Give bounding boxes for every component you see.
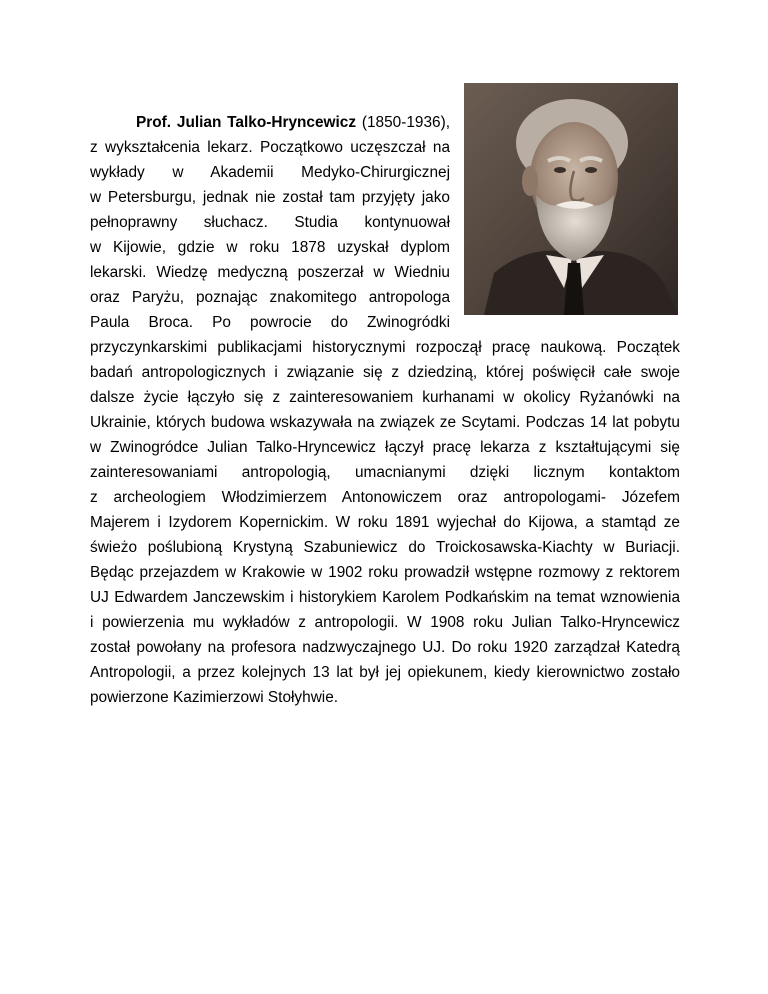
portrait-image [464,83,678,315]
text-line: w Petersburgu, jednak nie został tam przyjęty jako [90,189,450,206]
text-line: Będąc przejazdem w Krakowie w 1902 roku prowadził wstępne rozmowy z rektorem [90,564,680,581]
text-line: Paula Broca. Po powrocie do Zwinogródki [90,314,450,331]
text-line: wykłady w Akademii Medyko-Chirurgicznej [90,164,450,181]
text-line: w Zwinogródce Julian Talko-Hryncewicz łączył pracę lekarza z kształtującymi się [90,439,680,456]
text-line: świeżo poślubioną Krystyną Szabuniewicz do Troickosawska-Kiachty w Buriacji. [90,539,680,556]
lifespan: (1850-1936), [356,114,450,131]
text-line: przyczynkarskimi publikacjami historycznymi rozpoczął pracę naukową. Początek [90,339,680,356]
text-line: został powołany na profesora nadzwyczajnego UJ. Do roku 1920 zarządzał Katedrą [90,639,680,656]
intro-line [90,113,450,133]
portrait-photo [464,83,678,315]
text-line: z archeologiem Włodzimierzem Antonowiczem oraz antropologami- Józefem [90,489,680,506]
text-line: UJ Edwardem Janczewskim i historykiem Karolem Podkańskim na temat wznowienia [90,589,680,606]
text-line: Ukrainie, których budowa wskazywała na związek ze Scytami. Podczas 14 lat pobytu [90,414,680,431]
text-line: Majerem i Izydorem Kopernickim. W roku 1891 wyjechał do Kijowa, a stamtąd ze [90,514,680,531]
text-line: i powierzenia mu wykładów z antropologii. W 1908 roku Julian Talko-Hryncewicz [90,614,680,631]
text-line: powierzone Kazimierzowi Stołyhwie. [90,689,339,706]
text-line: lekarski. Wiedzę medyczną poszerzał w Wiedniu [90,264,450,281]
text-line: Antropologii, a przez kolejnych 13 lat był jej opiekunem, kiedy kierownictwo zostało [90,664,680,681]
text-line: oraz Paryżu, poznając znakomitego antropologa [90,289,450,306]
text-line: dalsze życie łączyło się z zainteresowaniem kurhanami w okolicy Ryżanówki na [90,389,680,406]
text-line: badań antropologicznych i związanie się z dziedziną, której poświęcił całe swoje [90,364,680,381]
text-line: zainteresowaniami antropologią, umacnianymi dzięki licznym kontaktom [90,464,680,481]
text-line: pełnoprawny słuchacz. Studia kontynuował [90,214,450,231]
text-line: z wykształcenia lekarz. Początkowo uczęszczał na [90,139,450,156]
text-line: w Kijowie, gdzie w roku 1878 uzyskał dyplom [90,239,450,256]
person-name: Prof. Julian Talko-Hryncewicz [136,114,357,131]
